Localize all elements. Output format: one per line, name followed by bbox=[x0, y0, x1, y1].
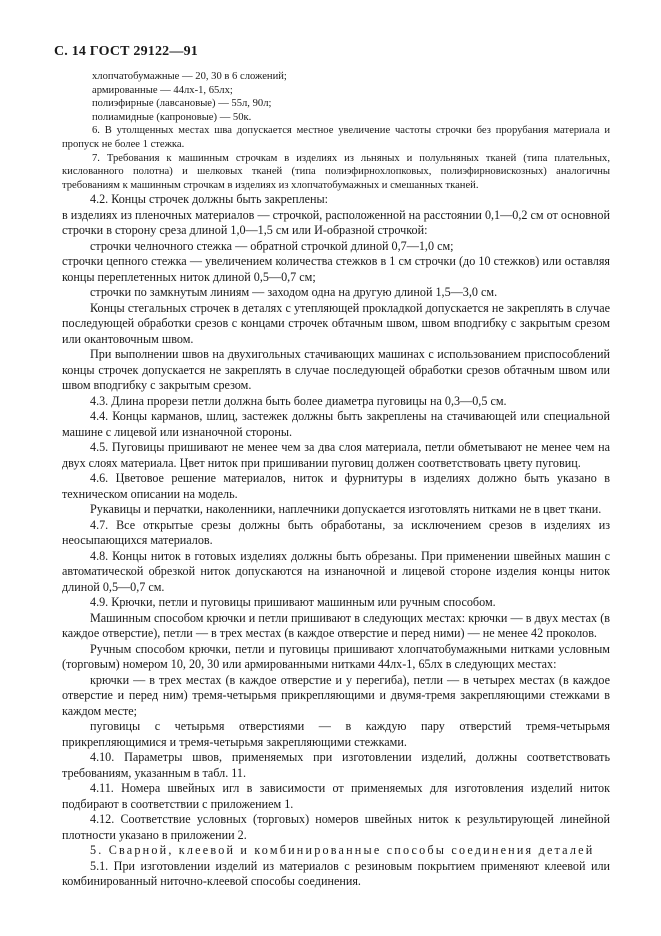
paragraph: 4.12. Соответствие условных (торговых) номеров швейных ниток к результирующей линейной плотности указано в приложении 2. bbox=[62, 812, 610, 842]
paragraph: 4.10. Параметры швов, применяемых при изготовлении изделий, должны соответствовать требованиям, указанным в табл. 11. bbox=[62, 750, 610, 780]
paragraph: 4.3. Длина прорези петли должна быть более диаметра пуговицы на 0,3—0,5 см. bbox=[90, 393, 507, 408]
section-heading: 5. Сварной, клеевой и комбинированные способы соединения деталей bbox=[90, 843, 595, 857]
paragraph: строчки по замкнутым линиям — заходом одна на другую длиной 1,5—3,0 см. bbox=[90, 285, 498, 299]
paragraph: в изделиях из пленочных материалов — строчкой, расположенной на расстоянии 0,1—0,2 см от основной строчки в сторону среза длиной 1,0—1,5 см или И-образной строчкой: bbox=[62, 207, 610, 237]
paragraph: пуговицы с четырьмя отверстиями — в каждую пару отверстий тремя-четырьмя прикрепляющимися и тремя-четырьмя закрепляющими стежками. bbox=[62, 719, 610, 749]
main-text bbox=[62, 192, 610, 890]
note-line: полиамидные (капроновые) — 50к. bbox=[92, 111, 252, 123]
note-line: полиэфирные (лавсановые) — 55л, 90л; bbox=[92, 98, 272, 110]
paragraph: 4.6. Цветовое решение материалов, ниток и фурнитуры в изделиях должно быть указано в техническом описании на модель. bbox=[62, 471, 610, 501]
paragraph: строчки челночного стежка — обратной строчкой длиной 0,7—1,0 см; bbox=[90, 238, 454, 253]
note-block bbox=[62, 70, 610, 192]
paragraph: При выполнении швов на двухигольных стачивающих машинах с использованием приспособлений концы строчек допускается не закреплять в случае последующей обработки срезов обтачным швом или швом вподгибку с закрытым срезом. bbox=[62, 347, 610, 392]
paragraph: строчки цепного стежка — увеличением количества стежков в 1 см строчки (до 10 стежков) или оставляя концы переплетенных ниток длиной 0,5—0,7 см; bbox=[62, 254, 610, 284]
paragraph: 5.1. При изготовлении изделий из материалов с резиновым покрытием применяют клеевой или комбинированный ниточно-клеевой способы соединения. bbox=[62, 858, 610, 888]
paragraph: 4.11. Номера швейных игл в зависимости от применяемых для изготовления изделий ниток подбирают в соответствии с приложением 1. bbox=[62, 781, 610, 811]
paragraph: 4.9. Крючки, петли и пуговицы пришивают машинным или ручным способом. bbox=[90, 595, 496, 609]
paragraph: 4.4. Концы карманов, шлиц, застежек должны быть закреплены на стачивающей или специальной машине с лицевой или изнаночной стороны. bbox=[62, 409, 610, 439]
paragraph: 4.8. Концы ниток в готовых изделиях должны быть обрезаны. При применении швейных машин с автоматической обрезкой ниток допускаются на изнаночной и лицевой стороне изделия концы ниток длиной 0,5—0,7 см. bbox=[62, 548, 610, 594]
paragraph: Машинным способом крючки и петли пришивают в следующих местах: крючки — в двух местах (в каждое отверстие), петли — в трех местах (в каждое отверстие и перед ними) — не менее 42 проколов. bbox=[62, 610, 610, 640]
paragraph: 4.2. Концы строчек должны быть закреплены: bbox=[90, 192, 329, 206]
paragraph: Рукавицы и перчатки, наколенники, наплечники допускается изготовлять нитками не в цвет ткани. bbox=[90, 502, 602, 516]
paragraph: Ручным способом крючки, петли и пуговицы пришивают хлопчатобумажными нитками условным (торговым) номером 10, 20, 30 или армированными нитками 44лх-1, 65лх в следующих местах: bbox=[62, 641, 610, 671]
paragraph: Концы стегальных строчек в деталях с утепляющей прокладкой допускается не закреплять в случае последующей обработки срезов с концами строчек обтачным швом, швом вподгибку с закрытым срезом или окантовочным швом. bbox=[62, 300, 610, 346]
note-line: армированные — 44лх-1, 65лх; bbox=[92, 84, 233, 96]
note-line: хлопчатобумажные — 20, 30 в 6 сложений; bbox=[92, 71, 287, 82]
note-paragraph: 7. Требования к машинным строчкам в изделиях из льняных и полульняных тканей (типа плательных, кислованного полотна) и шелковых тканей (типа полиэфирнохлопковых, полиэфирновискозных) аналогичны требованиям к машинным строчкам в изделиях из хлопчатобумажных и смешанных тканей. bbox=[62, 152, 610, 191]
paragraph: крючки — в трех местах (в каждое отверстие и у перегиба), петли — в четырех местах (в каждое отверстие и перед ним) тремя-четырьмя прикрепляющими и двумя-тремя закрепляющими стежками в каждом месте; bbox=[62, 672, 610, 718]
paragraph: 4.7. Все открытые срезы должны быть обработаны, за исключением срезов в изделиях из неосыпающихся материалов. bbox=[62, 517, 610, 547]
paragraph: 4.5. Пуговицы пришивают не менее чем за два слоя материала, петли обметывают не менее чем на двух слоях материала. Цвет ниток при пришивании пуговиц должен соответствовать цвету пуговиц. bbox=[62, 440, 610, 470]
note-paragraph: 6. В утолщенных местах шва допускается местное увеличение частоты строчки без прорубания материала и пропуск не более 1 стежка. bbox=[62, 125, 610, 150]
page-header: С. 14 ГОСТ 29122—91 bbox=[54, 44, 198, 59]
